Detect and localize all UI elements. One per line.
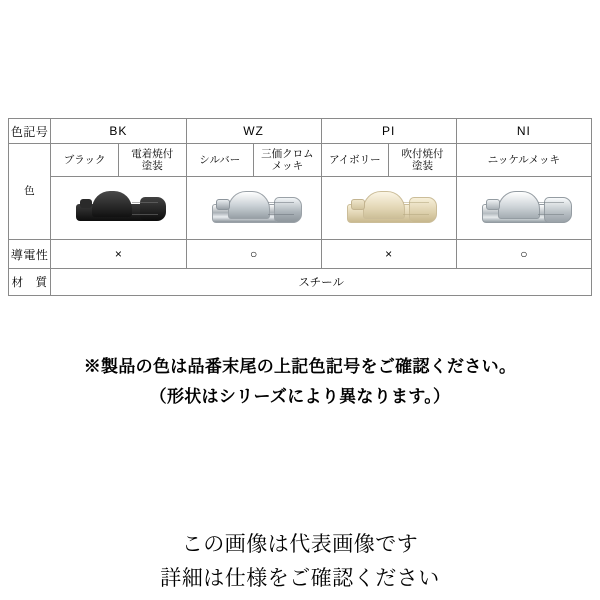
conductivity-wz: ○ bbox=[186, 240, 321, 269]
color-name-pi-primary: アイボリー bbox=[321, 144, 389, 177]
note-block bbox=[0, 352, 600, 412]
color-code-pi: PI bbox=[321, 119, 456, 144]
color-name-bk-finish bbox=[118, 144, 186, 177]
row-label-color-code: 色記号 bbox=[9, 119, 51, 144]
conductivity-ni: ○ bbox=[456, 240, 591, 269]
product-image-pi bbox=[321, 177, 456, 240]
color-name-bk-finish-line2: 塗装 bbox=[141, 160, 163, 172]
conductivity-bk: × bbox=[51, 240, 186, 269]
footer-line-2: 詳細は仕様をご確認ください bbox=[160, 566, 440, 590]
clamp-illustration-wz bbox=[187, 179, 321, 237]
material-value: スチール bbox=[51, 269, 592, 296]
color-spec-table-wrapper bbox=[8, 118, 592, 296]
color-code-wz: WZ bbox=[186, 119, 321, 144]
color-name-pi-finish-line2: 塗装 bbox=[411, 160, 433, 172]
color-code-bk: BK bbox=[51, 119, 186, 144]
color-name-wz-finish-line2: メッキ bbox=[271, 160, 304, 172]
note-line-2: （形状はシリーズにより異なります。） bbox=[149, 386, 451, 406]
color-name-bk-primary: ブラック bbox=[51, 144, 119, 177]
table-row-material bbox=[9, 269, 592, 296]
color-name-wz-finish bbox=[254, 144, 322, 177]
color-name-ni-primary: ニッケルメッキ bbox=[456, 144, 591, 177]
note-line-1: ※製品の色は品番末尾の上記色記号をご確認ください。 bbox=[83, 357, 517, 376]
color-name-bk-finish-line1: 電着焼付 bbox=[131, 147, 174, 160]
table-row-color-name bbox=[9, 144, 592, 177]
clamp-illustration-ni bbox=[457, 179, 591, 237]
color-name-pi-finish bbox=[389, 144, 457, 177]
color-name-wz-primary: シルバー bbox=[186, 144, 254, 177]
conductivity-pi: × bbox=[321, 240, 456, 269]
color-name-wz-finish-line1: 三価クロム bbox=[261, 147, 314, 160]
table-row-color-code bbox=[9, 119, 592, 144]
row-label-conductivity: 導電性 bbox=[9, 240, 51, 269]
footer-block bbox=[0, 528, 600, 595]
color-name-pi-finish-line1: 吹付焼付 bbox=[401, 147, 444, 160]
footer-line-1: この画像は代表画像です bbox=[181, 533, 419, 556]
clamp-illustration-bk bbox=[51, 179, 185, 237]
product-image-bk bbox=[51, 177, 186, 240]
row-label-color: 色 bbox=[9, 144, 51, 240]
table-row-color-images bbox=[9, 177, 592, 240]
table-row-conductivity bbox=[9, 240, 592, 269]
row-label-material: 材 質 bbox=[9, 269, 51, 296]
product-image-ni bbox=[456, 177, 591, 240]
color-code-ni: NI bbox=[456, 119, 591, 144]
clamp-illustration-pi bbox=[322, 179, 456, 237]
color-spec-table bbox=[8, 118, 592, 296]
product-image-wz bbox=[186, 177, 321, 240]
